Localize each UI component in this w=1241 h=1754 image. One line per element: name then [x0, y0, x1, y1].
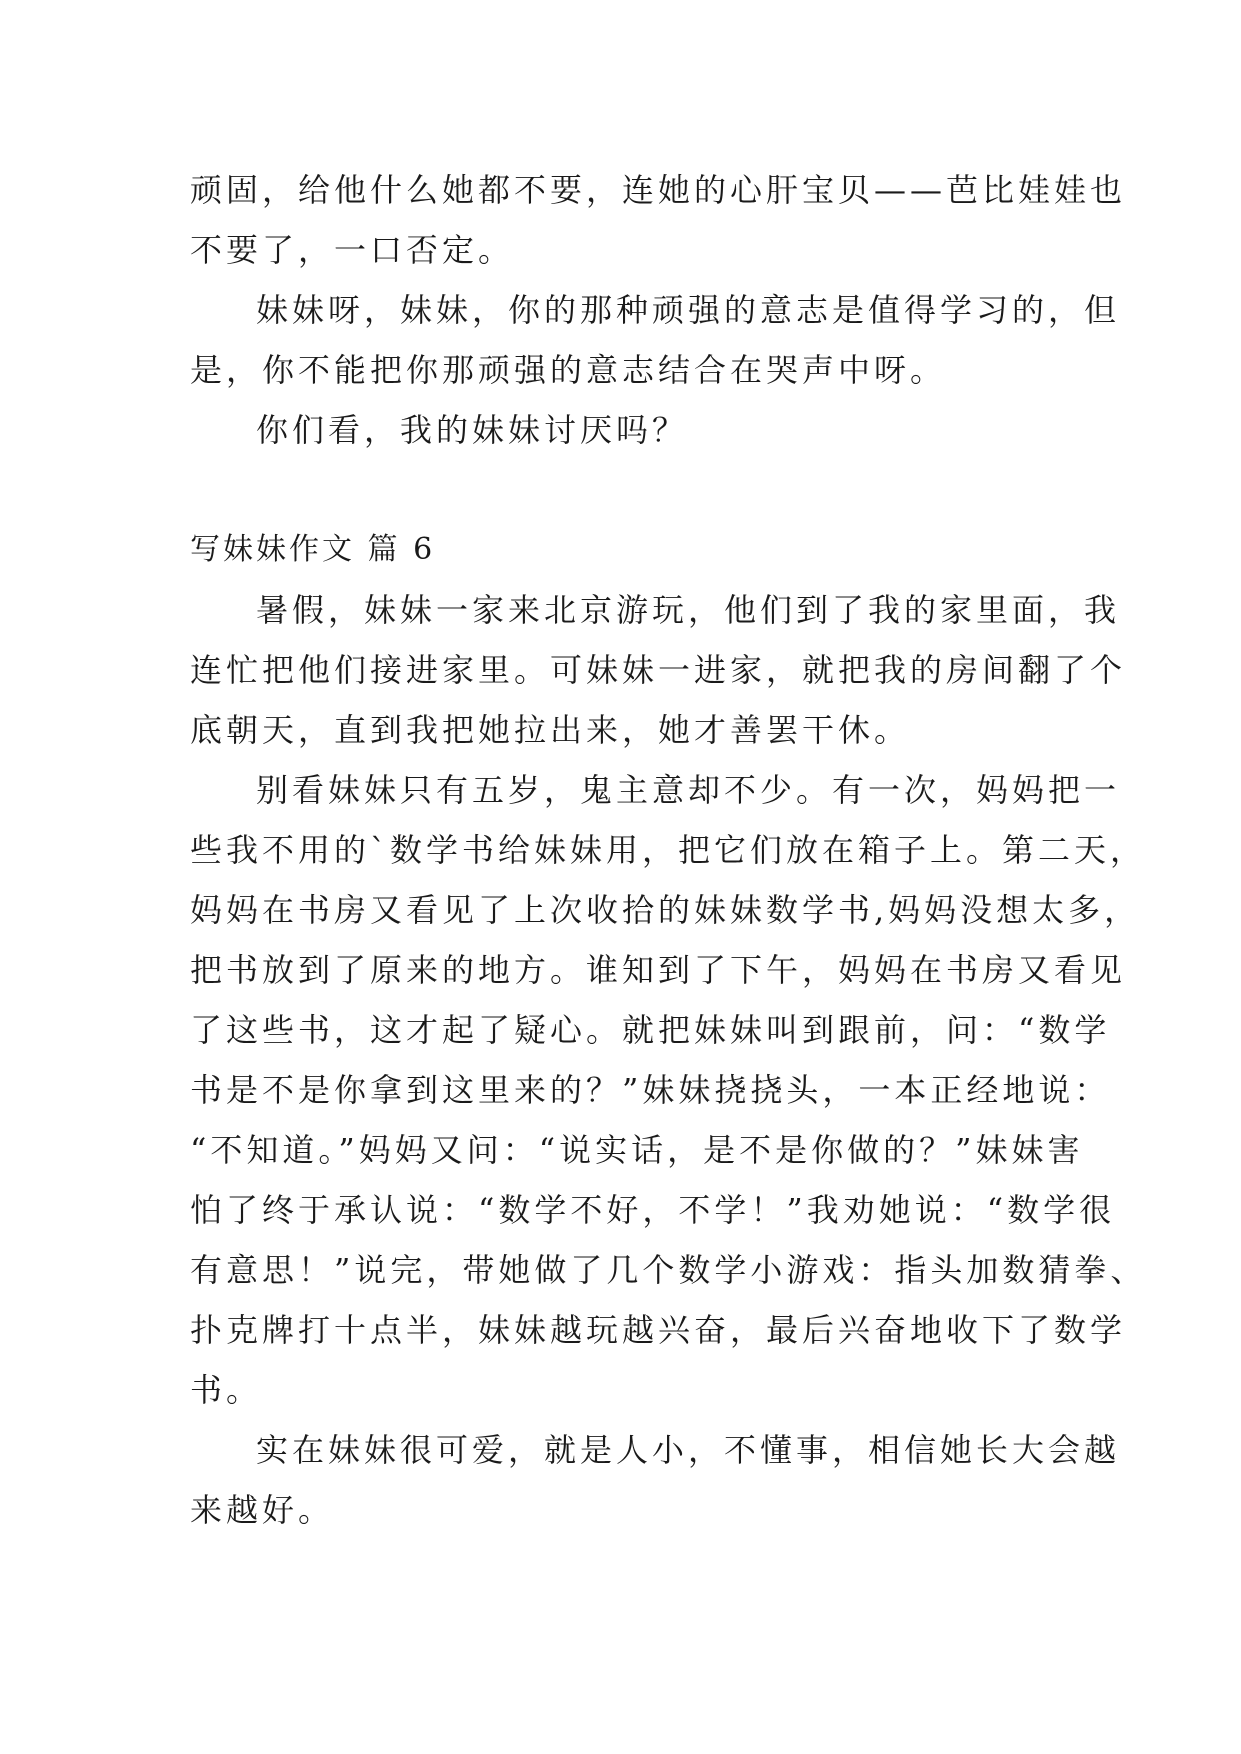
paragraph-line: 实在妹妹很可爱，就是人小，不懂事，相信她长大会越	[256, 1431, 1121, 1469]
document-page	[190, 160, 1147, 1540]
paragraph-line: 书是不是你拿到这里来的？”妹妹挠挠头，一本正经地说：	[190, 1071, 1111, 1109]
paragraph-line: 书。	[190, 1371, 263, 1409]
paragraph-line: 把书放到了原来的地方。谁知到了下午，妈妈在书房又看见	[190, 951, 1127, 989]
paragraph-line: 了这些书，这才起了疑心。就把妹妹叫到跟前，问：“数学	[190, 1011, 1111, 1049]
paragraph-line: 些我不用的`数学书给妹妹用，把它们放在箱子上。第二天，	[190, 831, 1147, 869]
paragraph-line: 连忙把他们接进家里。可妹妹一进家，就把我的房间翻了个	[190, 651, 1127, 689]
section-essay-6	[190, 580, 1147, 1540]
paragraph-line: 有意思！”说完，带她做了几个数学小游戏：指头加数猜拳、	[190, 1251, 1147, 1289]
paragraph-line: 暑假，妹妹一家来北京游玩，他们到了我的家里面，我	[256, 591, 1121, 629]
paragraph-line: 妈妈在书房又看见了上次收拾的妹妹数学书,妈妈没想太多，	[190, 891, 1141, 929]
paragraph-line: 你们看，我的妹妹讨厌吗？	[256, 411, 689, 449]
paragraph-line: 顽固，给他什么她都不要，连她的心肝宝贝——芭比娃娃也	[190, 171, 1127, 209]
essay-heading: 写妹妹作文 篇 6	[190, 532, 436, 567]
paragraph-line: 扑克牌打十点半，妹妹越玩越兴奋，最后兴奋地收下了数学	[190, 1311, 1127, 1349]
paragraph-line: 怕了终于承认说：“数学不好，不学！”我劝她说：“数学很	[190, 1191, 1116, 1229]
paragraph-line: 是，你不能把你那顽强的意志结合在哭声中呀。	[190, 351, 947, 389]
paragraph-line: 别看妹妹只有五岁，鬼主意却不少。有一次，妈妈把一	[256, 771, 1121, 809]
paragraph-line: 底朝天，直到我把她拉出来，她才善罢干休。	[190, 711, 911, 749]
paragraph-line: 妹妹呀，妹妹，你的那种顽强的意志是值得学习的，但	[256, 291, 1121, 329]
paragraph-line: “不知道。”妈妈又问：“说实话，是不是你做的？”妹妹害	[190, 1131, 1084, 1169]
paragraph-line: 不要了，一口否定。	[190, 231, 515, 269]
paragraph-line: 来越好。	[190, 1491, 335, 1529]
section-previous	[190, 160, 1127, 460]
